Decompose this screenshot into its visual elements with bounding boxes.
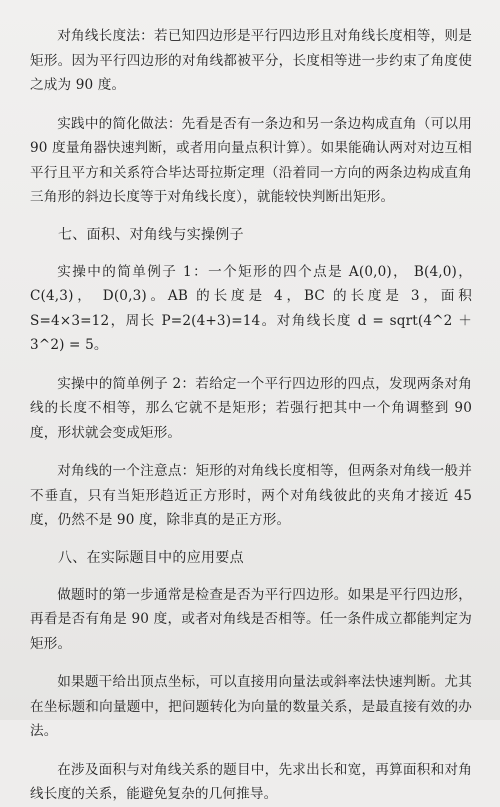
paragraph-example-2: 实操中的简单例子 2：若给定一个平行四边形的四点，发现两条对角线的长度不相等，那么它就不是矩形；若强行把其中一个角调整到 90 度，形状就会变成矩形。 — [30, 375, 472, 441]
paragraph-example-1: 实操中的简单例子 1：一个矩形的四个点是 A(0,0)， B(4,0)， C(4,3)， D(0,3)。AB 的长度是 4，BC 的长度是 3，面积 S=4×3=12，周长 P=2(4+3)=14。对角线长度 d = sqrt(4^2 ＋ 3^2) = 5。 — [30, 263, 472, 353]
paragraph-first-step: 做题时的第一步通常是检查是否为平行四边形。如果是平行四边形，再看是否有角是 90 度，或者对角线是否相等。任一条件成立都能判定为矩形。 — [30, 586, 472, 652]
paragraph-diagonal-length-method: 对角线长度法：若已知四边形是平行四边形且对角线长度相等，则是矩形。因为平行四边形的对角线都被平分，长度相等进一步约束了角度使之成为 90 度。 — [30, 28, 472, 93]
paragraph-diagonal-note: 对角线的一个注意点：矩形的对角线长度相等，但两条对角线一般并不垂直，只有当矩形趋近正方形时，两个对角线彼此的夹角才接近 45 度，仍然不是 90 度，除非真的是正方形。 — [30, 463, 472, 528]
section-heading-8: 八、在实际题目中的应用要点 — [58, 549, 244, 566]
paragraph-practical-simplification: 实践中的简化做法：先看是否有一条边和另一条边构成直角（可以用 90 度量角器快速判断，或者用向量点积计算）。如果能确认两对对边互相平行且平方和关系符合毕达哥拉斯定理（沿着同一方向的两条边构成直角三角形的斜边长度等于对角线长度），就能较快判断出矩形。 — [30, 115, 472, 205]
paragraph-coordinates: 如果题干给出顶点坐标，可以直接用向量法或斜率法快速判断。尤其在坐标题和向量题中，把问题转化为向量的数量关系，是最直接有效的办法。 — [30, 674, 472, 739]
section-heading-7: 七、面积、对角线与实操例子 — [58, 226, 244, 243]
paragraph-area-diagonal: 在涉及面积与对角线关系的题目中，先求出长和宽，再算面积和对角线长度的关系，能避免复杂的几何推导。 — [30, 761, 472, 802]
